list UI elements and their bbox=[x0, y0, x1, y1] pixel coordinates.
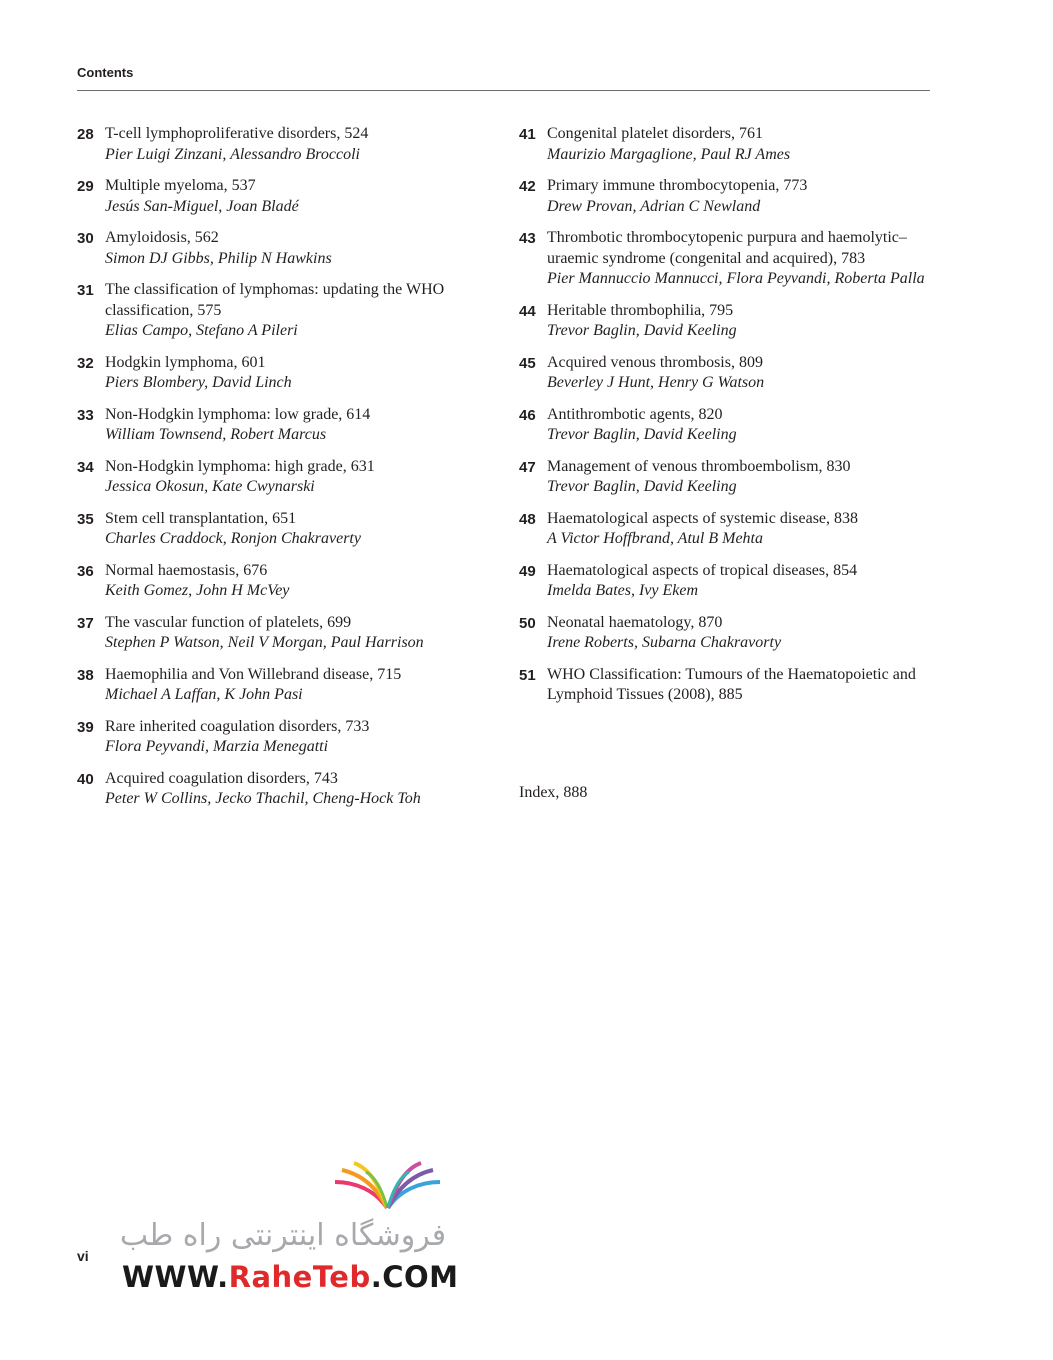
header-divider bbox=[77, 90, 930, 91]
chapter-authors: Simon DJ Gibbs, Philip N Hawkins bbox=[105, 249, 332, 267]
chapter-title: Acquired venous thrombosis, 809 bbox=[547, 353, 763, 371]
watermark bbox=[118, 1160, 458, 1300]
chapter-authors: Charles Craddock, Ronjon Chakraverty bbox=[105, 530, 361, 547]
toc-entry[interactable] bbox=[519, 509, 939, 550]
chapter-title: Multiple myeloma, 537 bbox=[105, 177, 256, 194]
chapter-authors: Trevor Baglin, David Keeling bbox=[547, 426, 737, 443]
toc-entry[interactable] bbox=[77, 769, 497, 810]
chapter-title: Amyloidosis, 562 bbox=[105, 229, 219, 246]
chapter-title: Haematological aspects of systemic disease, 838 bbox=[547, 509, 859, 527]
chapter-authors: Elias Campo, Stefano A Pileri bbox=[105, 322, 298, 339]
toc-entry[interactable] bbox=[77, 717, 497, 758]
chapter-title: Antithrombotic agents, 820 bbox=[547, 405, 723, 423]
toc-entry[interactable] bbox=[77, 176, 497, 217]
chapter-number: 42 bbox=[519, 178, 536, 195]
chapter-title: Non-Hodgkin lymphoma: low grade, 614 bbox=[105, 405, 371, 423]
watermark-url-prefix: WWW. bbox=[122, 1260, 229, 1294]
toc-entry[interactable] bbox=[77, 124, 497, 165]
chapter-authors: Pier Luigi Zinzani, Alessandro Broccoli bbox=[105, 145, 360, 163]
chapter-title: Haematological aspects of tropical diseases, 854 bbox=[547, 561, 858, 579]
chapter-authors: Trevor Baglin, David Keeling bbox=[547, 322, 737, 339]
chapter-title: Acquired coagulation disorders, 743 bbox=[105, 769, 338, 787]
watermark-persian-text: فروشگاه اینترنتی راه طب bbox=[119, 1218, 447, 1253]
chapter-authors: Irene Roberts, Subarna Chakravorty bbox=[547, 634, 782, 651]
toc-entry[interactable] bbox=[77, 509, 497, 550]
open-book-rainbow-icon bbox=[330, 1160, 445, 1210]
toc-entry[interactable] bbox=[519, 353, 939, 394]
chapter-title: WHO Classification: Tumours of the Haematopoietic and Lymphoid Tissues (2008), 885 bbox=[547, 665, 916, 703]
chapter-title: T-cell lymphoproliferative disorders, 524 bbox=[105, 125, 369, 142]
chapter-title: Hodgkin lymphoma, 601 bbox=[105, 353, 266, 371]
chapter-number: 36 bbox=[77, 562, 94, 580]
toc-entry[interactable] bbox=[77, 228, 497, 269]
index-entry[interactable]: Index, 888 bbox=[519, 784, 588, 801]
toc-entry[interactable] bbox=[77, 561, 497, 602]
chapter-title: Primary immune thrombocytopenia, 773 bbox=[547, 177, 808, 194]
chapter-number: 44 bbox=[519, 302, 536, 320]
toc-entry[interactable] bbox=[519, 405, 939, 446]
toc-entry[interactable] bbox=[77, 353, 497, 394]
chapter-title: Non-Hodgkin lymphoma: high grade, 631 bbox=[105, 457, 375, 475]
chapter-authors: Peter W Collins, Jecko Thachil, Cheng-Hock Toh bbox=[105, 790, 421, 807]
chapter-number: 45 bbox=[519, 354, 536, 372]
chapter-number: 47 bbox=[519, 458, 536, 476]
chapter-number: 46 bbox=[519, 406, 536, 424]
toc-entry[interactable] bbox=[77, 280, 497, 342]
chapter-number: 51 bbox=[519, 666, 536, 684]
chapter-number: 49 bbox=[519, 562, 536, 580]
watermark-url-brand: RaheTeb bbox=[228, 1260, 371, 1294]
chapter-number: 32 bbox=[77, 354, 94, 372]
chapter-authors: William Townsend, Robert Marcus bbox=[105, 426, 327, 443]
chapter-title: Normal haemostasis, 676 bbox=[105, 561, 268, 579]
chapter-title: Management of venous thromboembolism, 830 bbox=[547, 457, 851, 475]
toc-entry[interactable] bbox=[519, 176, 939, 217]
chapter-number: 40 bbox=[77, 770, 94, 788]
chapter-number: 48 bbox=[519, 510, 536, 528]
chapter-number: 41 bbox=[519, 126, 536, 143]
chapter-number: 31 bbox=[77, 282, 94, 299]
toc-entry[interactable] bbox=[519, 561, 939, 602]
toc-entry[interactable] bbox=[519, 665, 939, 706]
chapter-authors: Imelda Bates, Ivy Ekem bbox=[547, 582, 699, 599]
toc-entry[interactable] bbox=[519, 228, 939, 290]
chapter-authors: Pier Mannuccio Mannucci, Flora Peyvandi, Roberta Palla bbox=[547, 270, 925, 287]
chapter-title: The classification of lymphomas: updating the WHO classification, 575 bbox=[105, 281, 445, 319]
page-number: vi bbox=[77, 1248, 89, 1264]
chapter-authors: Keith Gomez, John H McVey bbox=[105, 582, 290, 599]
toc-entry[interactable] bbox=[77, 457, 497, 498]
chapter-number: 30 bbox=[77, 230, 94, 247]
chapter-number: 35 bbox=[77, 510, 94, 528]
chapter-number: 43 bbox=[519, 230, 536, 247]
chapter-title: Heritable thrombophilia, 795 bbox=[547, 301, 734, 319]
page-header-title: Contents bbox=[77, 65, 134, 80]
chapter-authors: Drew Provan, Adrian C Newland bbox=[547, 197, 761, 215]
chapter-number: 38 bbox=[77, 666, 94, 684]
toc-entry[interactable] bbox=[77, 405, 497, 446]
chapter-title: Congenital platelet disorders, 761 bbox=[547, 125, 763, 142]
chapter-title: Thrombotic thrombocytopenic purpura and haemolytic–uraemic syndrome (congenital and acquired), 783 bbox=[547, 229, 907, 267]
chapter-authors: Beverley J Hunt, Henry G Watson bbox=[547, 374, 765, 391]
chapter-authors: Jessica Okosun, Kate Cwynarski bbox=[105, 478, 315, 495]
toc-entry[interactable] bbox=[77, 665, 497, 706]
chapter-number: 28 bbox=[77, 126, 94, 143]
chapter-title: Haemophilia and Von Willebrand disease, 715 bbox=[105, 665, 402, 683]
chapter-authors: Maurizio Margaglione, Paul RJ Ames bbox=[547, 145, 791, 163]
watermark-url-suffix: .COM bbox=[370, 1260, 459, 1294]
chapter-title: The vascular function of platelets, 699 bbox=[105, 613, 352, 631]
toc-entry[interactable] bbox=[519, 301, 939, 342]
chapter-title: Rare inherited coagulation disorders, 733 bbox=[105, 717, 370, 735]
chapter-authors: Jesús San-Miguel, Joan Bladé bbox=[105, 197, 299, 215]
chapter-title: Stem cell transplantation, 651 bbox=[105, 509, 297, 527]
chapter-authors: Stephen P Watson, Neil V Morgan, Paul Harrison bbox=[105, 634, 424, 651]
toc-entry[interactable] bbox=[519, 457, 939, 498]
toc-right-column bbox=[519, 124, 939, 717]
toc-left-column bbox=[77, 124, 497, 821]
chapter-number: 37 bbox=[77, 614, 94, 632]
chapter-authors: Trevor Baglin, David Keeling bbox=[547, 478, 737, 495]
toc-entry[interactable] bbox=[519, 124, 939, 165]
chapter-authors: Michael A Laffan, K John Pasi bbox=[105, 686, 303, 703]
chapter-authors: A Victor Hoffbrand, Atul B Mehta bbox=[547, 530, 763, 547]
chapter-number: 50 bbox=[519, 614, 536, 632]
chapter-authors: Piers Blombery, David Linch bbox=[105, 374, 292, 391]
chapter-number: 34 bbox=[77, 458, 94, 476]
chapter-number: 33 bbox=[77, 406, 94, 424]
chapter-number: 29 bbox=[77, 178, 94, 195]
watermark-url[interactable] bbox=[122, 1260, 459, 1294]
toc-entry[interactable] bbox=[77, 613, 497, 654]
chapter-number: 39 bbox=[77, 718, 94, 736]
toc-entry[interactable] bbox=[519, 613, 939, 654]
chapter-authors: Flora Peyvandi, Marzia Menegatti bbox=[105, 738, 329, 755]
chapter-title: Neonatal haematology, 870 bbox=[547, 613, 723, 631]
